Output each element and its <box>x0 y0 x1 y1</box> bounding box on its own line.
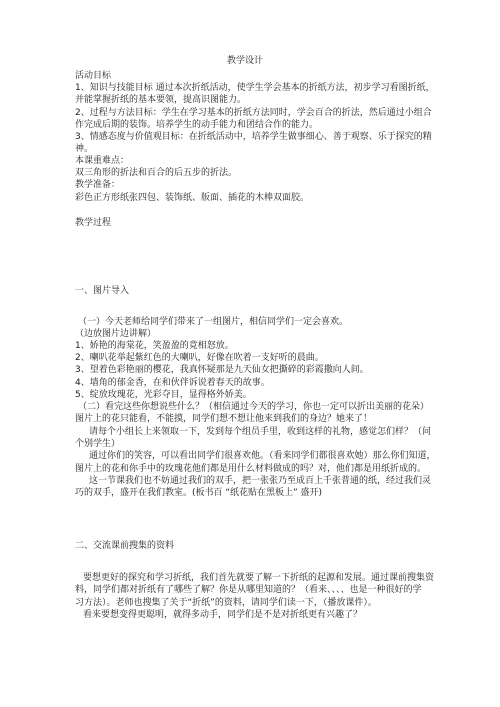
objective-3-line-1: 3、情感态度与价值观目标：在折纸活动中，培养学生做事细心、善于观察、乐于探究的精 <box>75 132 432 142</box>
section-1-line: （二）看完这些你想说些什么？（相信通过今天的学习，你也一定可以折出美丽的花朵） <box>78 402 430 412</box>
objective-3-line-2: 神。 <box>75 144 94 154</box>
section-1-line: 个别学生） <box>75 439 121 449</box>
section-1-list-item: 1、娇艳的海棠花，笑盈盈的竟相怒放。 <box>75 341 234 351</box>
section-1-line: 巧的双手，盛开在我们教室。(板书百 “纸花贴在黑板上” 盛开) <box>75 488 323 498</box>
objective-1-line-1: 1、知识与技能目标 通过本次折纸活动，使学生学会基本的折纸方法，初步学习看图折纸， <box>75 83 435 93</box>
section-1-line: 图片上的花只能看，不能摸，同学们想不想让他来到我们的身边？她来了！ <box>75 414 373 424</box>
section-2-line: 料，同学们都对折纸有了哪些了解？你是从哪里知道的？（看来、、、、也是一种很好的学 <box>75 585 422 595</box>
section-1-line: 这一节课我们也不妨通过我们的双手，把一张张乃至成百上千张普通的纸，经过我们灵 <box>89 476 432 486</box>
objective-2-line-2: 作完成后期的装饰。培养学生的动手能力和团结合作的能力。 <box>75 120 319 130</box>
section-1-line: 图片上的花和你手中的玫瑰花他们都是用什么材料做成的吗？对，他们都是用纸折成的。 <box>75 464 427 474</box>
objectives-heading: 活动目标 <box>75 71 112 81</box>
section-2-line: 看来要想变得更聪明，就得多动手，同学们是不是对折纸更有兴趣了？ <box>83 610 363 620</box>
section-1-list-item: 2、喇叭花举起紫红色的大喇叭，好像在吹着一支好听的晨曲。 <box>75 353 324 363</box>
section-1-heading: 一、图片导入 <box>75 286 130 296</box>
preparation-text: 彩色正方形纸张四包、装饰纸、版面、插花的木棒双面胶。 <box>75 193 310 203</box>
objective-1-line-2: 并能掌握折纸的基本要领，提高识图能力。 <box>75 95 247 105</box>
page-title: 教学设计 <box>226 56 263 66</box>
section-2-line: 要想更好的探究和学习折纸，我们首先就要了解一下折纸的起源和发展。通过课前搜集资 <box>83 573 435 583</box>
process-heading: 教学过程 <box>75 218 112 228</box>
section-2-heading: 二、交流课前搜集的资料 <box>75 541 175 551</box>
section-1-list-item: 3、望着色彩艳丽的樱花，我真怀疑那是九天仙女把撕碎的彩霞撒向人间。 <box>75 365 369 375</box>
section-1-line: 通过你们的笑容，可以看出同学们很喜欢他。（看来同学们都很喜欢她）那么你们知道， <box>89 451 436 461</box>
section-1-list-item: 4、墙角的郁金香，在和伙伴诉说着春天的故事。 <box>75 378 270 388</box>
objective-2-line-1: 2、过程与方法目标：学生在学习基本的折纸方法同时，学会百合的折法，然后通过小组合 <box>75 108 432 118</box>
key-points-heading: 本课重难点： <box>75 156 130 166</box>
section-1-line: （一）今天老师给同学们带来了一组图片，相信同学们一定会喜欢。 <box>78 317 349 327</box>
section-2-line: 习方法）。老师也搜集了关于“折纸”的资料，请同学们读一下，（播放课件）。 <box>75 598 377 608</box>
section-1-line: 请每个小组长上来领取一下，发到每个组员手里，收到这样的礼物，感觉怎们样？（问 <box>89 427 432 437</box>
key-points-text: 双三角形的折法和百合的后五步的折法。 <box>75 168 238 178</box>
section-1-line: （边放图片边讲解） <box>75 329 157 339</box>
section-1-list-item: 5、绽放玫瑰花，光彩夺目，显得格外娇美。 <box>75 390 252 400</box>
preparation-heading: 教学准备： <box>75 180 121 190</box>
